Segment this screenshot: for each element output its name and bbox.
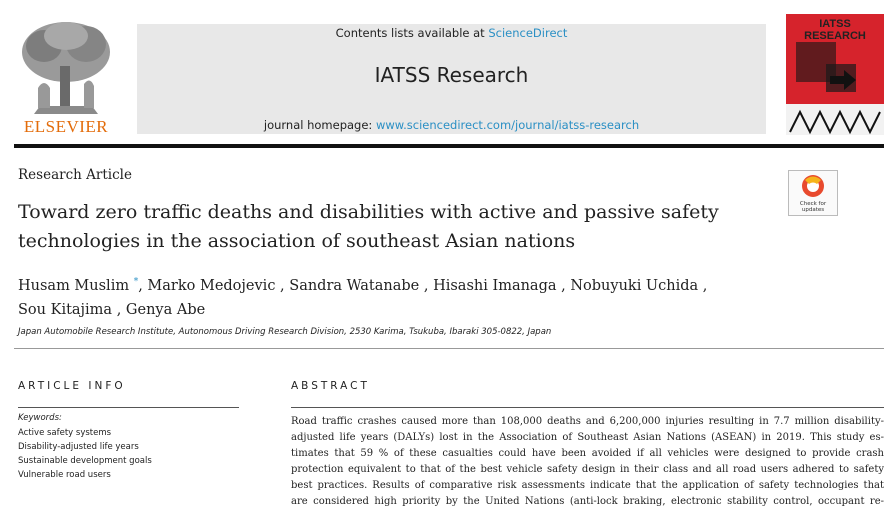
keyword-item[interactable]: Active safety systems — [18, 428, 112, 438]
corresponding-author-asterisk[interactable]: * — [133, 277, 139, 287]
abstract-line: best practices. Results of comparative risk assessments indicate that the application of safety technologies that — [291, 480, 884, 491]
author-list — [18, 270, 778, 322]
svg-text:updates: updates — [801, 207, 825, 213]
svg-text:Check for: Check for — [799, 201, 827, 207]
abstract-line: Road traffic crashes caused more than 108,000 deaths and 6,200,000 injuries resulting in 7.7 million disability- — [291, 416, 884, 427]
article-title-line-2: technologies in the association of southeast Asian nations — [18, 230, 576, 252]
keyword-item[interactable]: Vulnerable road users — [18, 470, 111, 480]
header-divider — [14, 144, 884, 148]
abstract-heading: ABSTRACT — [291, 380, 370, 392]
homepage-prefix: journal homepage: — [263, 118, 376, 132]
author-list-line-1 — [18, 270, 778, 298]
sciencedirect-link[interactable]: ScienceDirect — [488, 26, 568, 40]
abstract-divider — [291, 407, 884, 408]
article-info-divider — [18, 407, 239, 408]
elsevier-wordmark: ELSEVIER — [23, 117, 109, 136]
svg-text:IATSS: IATSS — [819, 18, 851, 30]
journal-title: IATSS Research — [374, 63, 529, 87]
abstract-line: adjusted life years (DALYs) lost in the Association of Southeast Asian Nations (ASEAN) in 2019. This study es- — [291, 432, 884, 443]
article-type: Research Article — [18, 167, 132, 183]
keywords-label: Keywords: — [18, 413, 62, 423]
homepage-line — [137, 118, 766, 132]
abstract-line: are considered high priority by the United Nations (anti-lock braking, electronic stability control, occupant re- — [291, 496, 884, 507]
article-title — [18, 198, 778, 256]
article-title-line-1: Toward zero traffic deaths and disabilities with active and passive safety — [18, 201, 719, 223]
author-list-line-2[interactable]: Sou Kitajima , Genya Abe — [18, 301, 206, 318]
affiliation-divider — [14, 348, 884, 349]
svg-text:RESEARCH: RESEARCH — [804, 30, 866, 42]
abstract-line: protection equivalent to that of the best vehicle safety design in their class and all road users adhered to safety — [291, 464, 884, 475]
abstract-line: timates that 59 % of these casualties could have been avoided if all vehicles were designed to provide crash — [291, 448, 884, 459]
article-info-heading: ARTICLE INFO — [18, 380, 126, 392]
check-for-updates-badge[interactable] — [788, 170, 838, 216]
journal-homepage-link[interactable]: www.sciencedirect.com/journal/iatss-research — [375, 118, 640, 132]
contents-prefix: Contents lists available at — [335, 26, 489, 40]
keyword-item[interactable]: Sustainable development goals — [18, 456, 152, 466]
contents-line — [137, 26, 766, 40]
keyword-item[interactable]: Disability-adjusted life years — [18, 442, 139, 452]
affiliation: Japan Automobile Research Institute, Autonomous Driving Research Division, 2530 Karima, Tsukuba, Ibaraki 305-0822, Japan — [18, 327, 552, 337]
author-muslim[interactable]: Husam Muslim — [18, 277, 130, 294]
author-list-rest[interactable]: , Marko Medojevic , Sandra Watanabe , Hisashi Imanaga , Nobuyuki Uchida , — [138, 277, 708, 294]
journal-cover-thumbnail[interactable] — [786, 14, 884, 135]
